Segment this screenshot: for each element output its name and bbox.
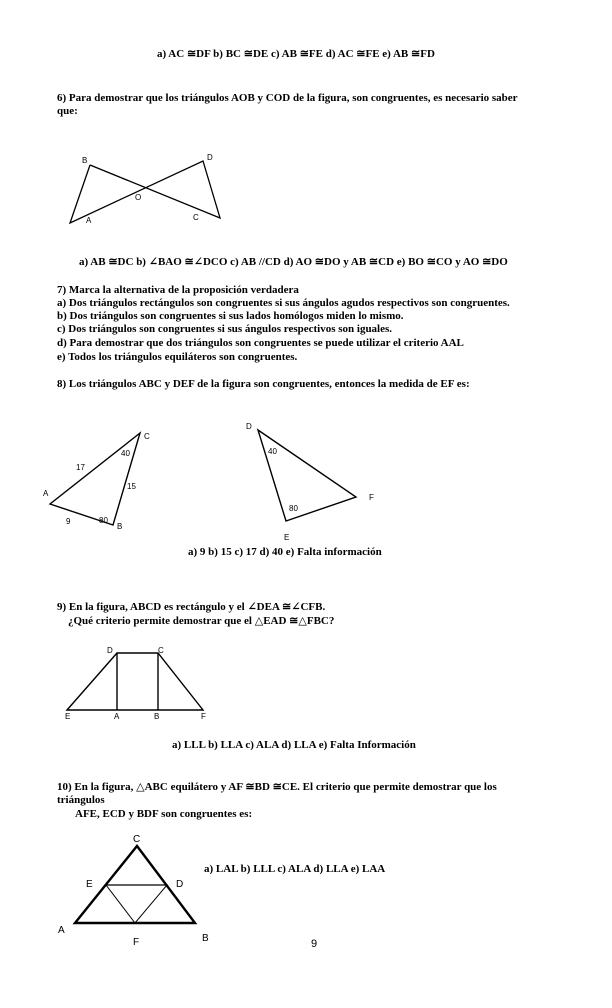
q10-label-e: E <box>86 879 93 890</box>
q6-text: 6) Para demostrar que los triángulos AOB y COD de la figura, son congruentes, es necesario saber <box>57 92 518 104</box>
q8-angle-e: 80 <box>289 504 298 513</box>
q9-label-e: E <box>65 712 71 721</box>
q9-label-f: F <box>201 712 206 721</box>
q9-figure-trapezoid <box>60 642 220 727</box>
q8-options: a) 9 b) 15 c) 17 d) 40 e) Falta información <box>188 546 382 558</box>
q10-label-a: A <box>58 925 65 936</box>
q6-text-cont: que: <box>57 105 78 117</box>
q5-options: a) AC ≅DF b) BC ≅DE c) AB ≅FE d) AC ≅FE e) AB ≅FD <box>157 48 435 60</box>
q8-label-b: B <box>117 522 123 531</box>
q9-label-a: A <box>114 712 120 721</box>
q6-label-c: C <box>193 213 199 222</box>
q8-label-a: A <box>43 489 49 498</box>
q9-options: a) LLL b) LLA c) ALA d) LLA e) Falta Información <box>172 739 416 751</box>
q9-text-cont: ¿Qué criterio permite demostrar que el △EAD ≅△FBC? <box>68 615 335 627</box>
q10-figure-equilateral <box>55 828 225 948</box>
q6-label-d: D <box>207 153 213 162</box>
q8-angle-d: 40 <box>268 447 277 456</box>
q8-side-bc: 15 <box>127 482 136 491</box>
q7-item-d: d) Para demostrar que dos triángulos son congruentes se puede utilizar el criterio AAL <box>57 337 464 349</box>
q9-label-b: B <box>154 712 160 721</box>
q6-label-a: A <box>86 216 92 225</box>
q9-label-d: D <box>107 646 113 655</box>
q7-item-e: e) Todos los triángulos equiláteros son congruentes. <box>57 351 298 363</box>
q8-side-ab: 9 <box>66 517 71 526</box>
q7-item-b: b) Dos triángulos son congruentes si sus lados homólogos miden lo mismo. <box>57 310 404 322</box>
q8-label-e: E <box>284 533 290 542</box>
q8-side-ac: 17 <box>76 463 85 472</box>
q8-label-c: C <box>144 432 150 441</box>
q6-label-b: B <box>82 156 88 165</box>
q8-text: 8) Los triángulos ABC y DEF de la figura son congruentes, entonces la medida de EF es: <box>57 378 470 390</box>
q7-item-c: c) Dos triángulos son congruentes si sus ángulos respectivos son iguales. <box>57 323 393 335</box>
q10-label-f: F <box>133 937 140 948</box>
q10-text-cont2: AFE, ECD y BDF son congruentes es: <box>75 808 253 820</box>
q9-label-c: C <box>158 646 164 655</box>
q10-label-b: B <box>202 933 209 944</box>
q10-options: a) LAL b) LLL c) ALA d) LLA e) LAA <box>204 863 386 875</box>
q6-label-o: O <box>135 193 142 202</box>
q7-item-a: a) Dos triángulos rectángulos son congruentes si sus ángulos agudos respectivos son congruentes. <box>57 297 510 309</box>
q8-label-f: F <box>369 493 374 502</box>
q7-title: 7) Marca la alternativa de la proposición verdadera <box>57 284 299 296</box>
q6-figure-bowtie <box>60 150 230 230</box>
q8-figure-triangle-abc <box>40 425 170 535</box>
q6-options: a) AB ≅DC b) ∠BAO ≅∠DCO c) AB //CD d) AO ≅DO y AB ≅CD e) BO ≅CO y AO ≅DO <box>79 256 508 268</box>
q10-text: 10) En la figura, △ABC equilátero y AF ≅BD ≅CE. El criterio que permite demostrar que los <box>57 781 497 793</box>
q8-label-d: D <box>246 422 252 431</box>
q8-figure-triangle-def <box>240 418 390 543</box>
q10-text-cont: triángulos <box>57 794 105 806</box>
q10-label-c: C <box>133 834 141 845</box>
q9-text: 9) En la figura, ABCD es rectángulo y el ∠DEA ≅∠CFB. <box>57 601 326 613</box>
q10-label-d: D <box>176 879 184 890</box>
page-number: 9 <box>311 938 318 950</box>
q8-angle-b: 80 <box>99 516 108 525</box>
q8-angle-c: 40 <box>121 449 130 458</box>
